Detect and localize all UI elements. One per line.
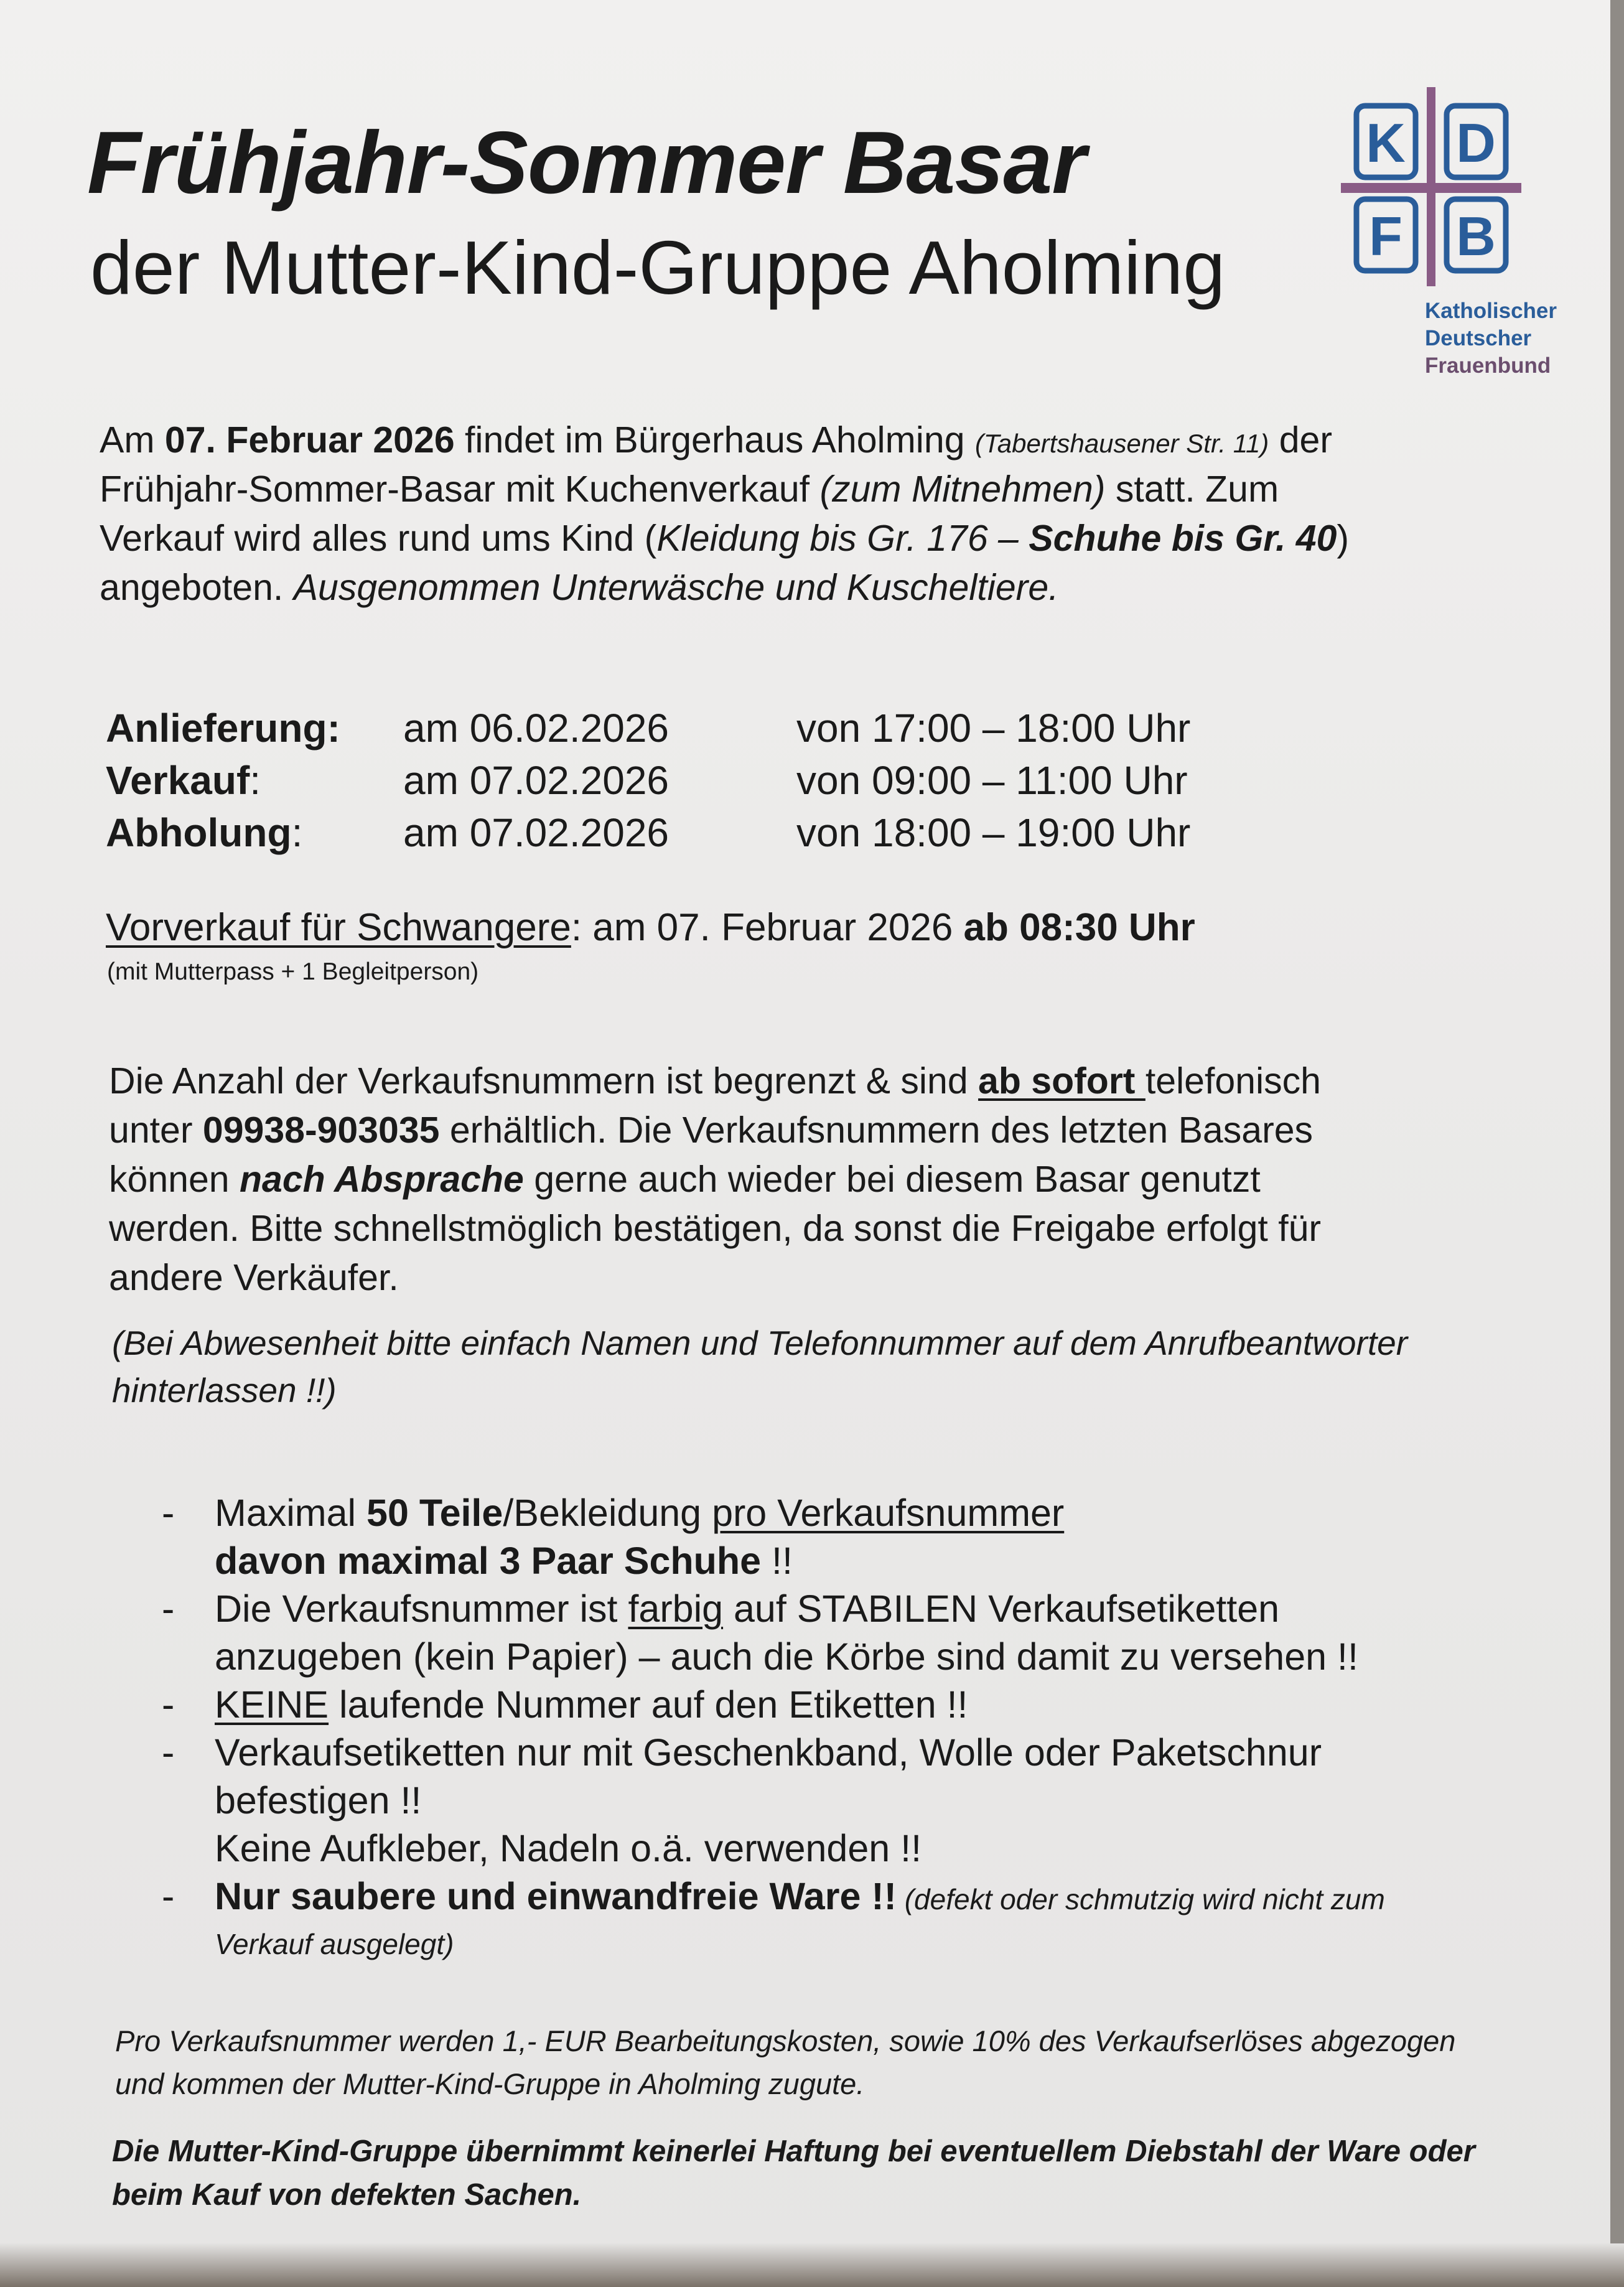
event-date: 07. Februar 2026 (164, 419, 455, 461)
schedule-label-text: Abholung (106, 810, 292, 855)
schedule-label-text: Verkauf (106, 758, 250, 803)
intro-line-4 (100, 563, 1059, 612)
presale-time: ab 08:30 Uhr (963, 906, 1195, 949)
rule-per-number: pro Verkaufsnummer (712, 1492, 1065, 1534)
intro-text: Frühjahr-Sommer-Basar mit Kuchenverkauf (100, 469, 820, 510)
schedule-row-sale (106, 754, 1475, 807)
schedule-date: am 07.02.2026 (403, 758, 669, 803)
numbers-line-2 (109, 1106, 1313, 1155)
numbers-text: erhältlich. Die Verkaufsnummern des letzten Basares (439, 1110, 1314, 1151)
schedule-label-colon: : (250, 758, 261, 803)
rule-defect-note: (defekt oder schmutzig wird nicht zum (896, 1883, 1385, 1915)
fee-line-1: Pro Verkaufsnummer werden 1,- EUR Bearbeitungskosten, sowie 10% des Verkaufserlöses abgezogen (115, 2024, 1456, 2057)
bullet-dash: - (162, 1875, 175, 1917)
rule-text: Verkaufsetiketten nur mit Geschenkband, Wolle oder Paketschnur (215, 1731, 1322, 1774)
numbers-text: gerne auch wieder bei diesem Basar genutzt (523, 1159, 1261, 1200)
page-subtitle: der Mutter-Kind-Gruppe Aholming (90, 225, 1226, 310)
intro-text: statt. Zum (1105, 469, 1279, 510)
rule-none: KEINE (215, 1683, 329, 1726)
phone-number: 09938-903035 (202, 1110, 440, 1151)
rule-max-shoes (215, 1537, 793, 1585)
logo-letter-f: F (1369, 205, 1402, 267)
rule-text: !! (761, 1540, 793, 1582)
rule-text: auf STABILEN Verkaufsetiketten (723, 1588, 1280, 1630)
intro-text: Am (100, 419, 165, 461)
numbers-line-5: andere Verkäufer. (109, 1257, 399, 1298)
rule-text: Maximal (215, 1492, 367, 1534)
numbers-text: unter (109, 1110, 203, 1151)
intro-text: Verkauf wird alles rund ums Kind ( (100, 518, 657, 559)
logo-letter-b: B (1456, 205, 1496, 267)
schedule-label (106, 807, 302, 859)
rule-attach-labels (162, 1729, 1322, 1777)
available-now: ab sofort (978, 1060, 1146, 1101)
rule-colored-label-cont: anzugeben (kein Papier) – auch die Körbe sind damit zu versehen !! (215, 1635, 1358, 1678)
intro-text: angeboten. (100, 567, 294, 608)
rule-defect-note-cont: Verkauf ausgelegt) (215, 1928, 454, 1960)
shoe-size: Schuhe bis Gr. 40 (1029, 518, 1337, 559)
presale-note: (mit Mutterpass + 1 Begleitperson) (107, 958, 479, 985)
schedule-date: am 07.02.2026 (403, 810, 669, 855)
intro-text-italic: (zum Mitnehmen) (819, 469, 1106, 510)
rule-clean-goods (162, 1873, 1385, 1924)
rule-colored: farbig (628, 1588, 724, 1630)
rule-text: Die Verkaufsnummer ist (215, 1588, 628, 1630)
intro-line-2 (100, 465, 1279, 514)
rule-clean: Nur saubere und einwandfreie Ware !! (215, 1875, 897, 1917)
intro-text: findet im Bürgerhaus Aholming (454, 419, 975, 461)
rule-text: laufende Nummer auf den Etiketten !! (329, 1683, 968, 1726)
schedule-time: von 09:00 – 11:00 Uhr (796, 758, 1188, 803)
bullet-dash: - (162, 1588, 175, 1630)
rule-max-items (162, 1489, 1065, 1537)
clothing-size: Kleidung bis Gr. 176 – (656, 518, 1029, 559)
bullet-dash: - (162, 1731, 175, 1774)
logo-caption (1425, 297, 1557, 380)
presale-line (106, 905, 1195, 950)
numbers-line-3 (109, 1155, 1261, 1204)
schedule-label: Anlieferung: (106, 706, 340, 751)
absence-line-2: hinterlassen !!) (112, 1371, 337, 1410)
rule-no-stickers: Keine Aufkleber, Nadeln o.ä. verwenden !! (215, 1827, 922, 1869)
schedule (106, 702, 1475, 864)
disclaimer-line-2: beim Kauf von defekten Sachen. (112, 2178, 582, 2212)
bullet-dash: - (162, 1492, 175, 1534)
numbers-text: können (109, 1159, 240, 1200)
rules-list (162, 1489, 1552, 1975)
logo-line-2: Deutscher (1425, 326, 1532, 350)
presale-label: Vorverkauf für Schwangere (106, 906, 571, 949)
schedule-time: von 18:00 – 19:00 Uhr (796, 810, 1191, 855)
numbers-line-1 (109, 1057, 1321, 1106)
numbers-text: Die Anzahl der Verkaufsnummern ist begrenzt & sind (109, 1060, 979, 1101)
logo-letter-k: K (1366, 112, 1406, 174)
venue-address: (Tabertshausener Str. 11) (974, 429, 1269, 458)
numbers-text: telefonisch (1145, 1060, 1321, 1101)
schedule-label-colon: : (291, 810, 303, 855)
rule-attach-cont: befestigen !! (215, 1779, 422, 1822)
rule-count: 50 Teile (366, 1492, 503, 1534)
schedule-row-delivery (106, 702, 1475, 754)
schedule-date: am 06.02.2026 (403, 706, 669, 751)
rule-colored-label (162, 1585, 1280, 1633)
rule-no-running-number (162, 1681, 968, 1729)
intro-line-3 (100, 514, 1349, 563)
bullet-dash: - (162, 1683, 175, 1726)
intro-text: der (1269, 419, 1332, 461)
schedule-row-pickup (106, 807, 1475, 859)
schedule-label (106, 754, 261, 807)
fee-line-2: und kommen der Mutter-Kind-Gruppe in Aholming zugute. (115, 2067, 865, 2100)
schedule-time: von 17:00 – 18:00 Uhr (796, 706, 1191, 751)
numbers-line-4: werden. Bitte schnellstmöglich bestätigen, da sonst die Freigabe erfolgt für (109, 1208, 1322, 1249)
logo-cross-horizontal (1341, 183, 1521, 193)
by-arrangement: nach Absprache (239, 1159, 524, 1200)
wall-edge-right (1610, 0, 1624, 2287)
exclusions: Ausgenommen Unterwäsche und Kuscheltiere. (293, 567, 1059, 608)
absence-line-1: (Bei Abwesenheit bitte einfach Namen und Telefonnummer auf dem Anrufbeantworter (112, 1324, 1408, 1362)
rule-text: /Bekleidung (503, 1492, 712, 1534)
page-title: Frühjahr-Sommer Basar (87, 113, 1086, 212)
intro-text: ) (1337, 518, 1350, 559)
rule-shoes: davon maximal 3 Paar Schuhe (215, 1540, 762, 1582)
intro-line-1 (100, 416, 1332, 468)
logo-line-1: Katholischer (1425, 299, 1557, 323)
presale-date: : am 07. Februar 2026 (571, 906, 964, 949)
logo-line-3: Frauenbund (1425, 353, 1551, 378)
logo-letter-d: D (1456, 112, 1496, 174)
wall-edge-bottom (0, 2243, 1624, 2287)
disclaimer-line-1: Die Mutter-Kind-Gruppe übernimmt keinerlei Haftung bei eventuellem Diebstahl der Ware oder (112, 2135, 1475, 2168)
